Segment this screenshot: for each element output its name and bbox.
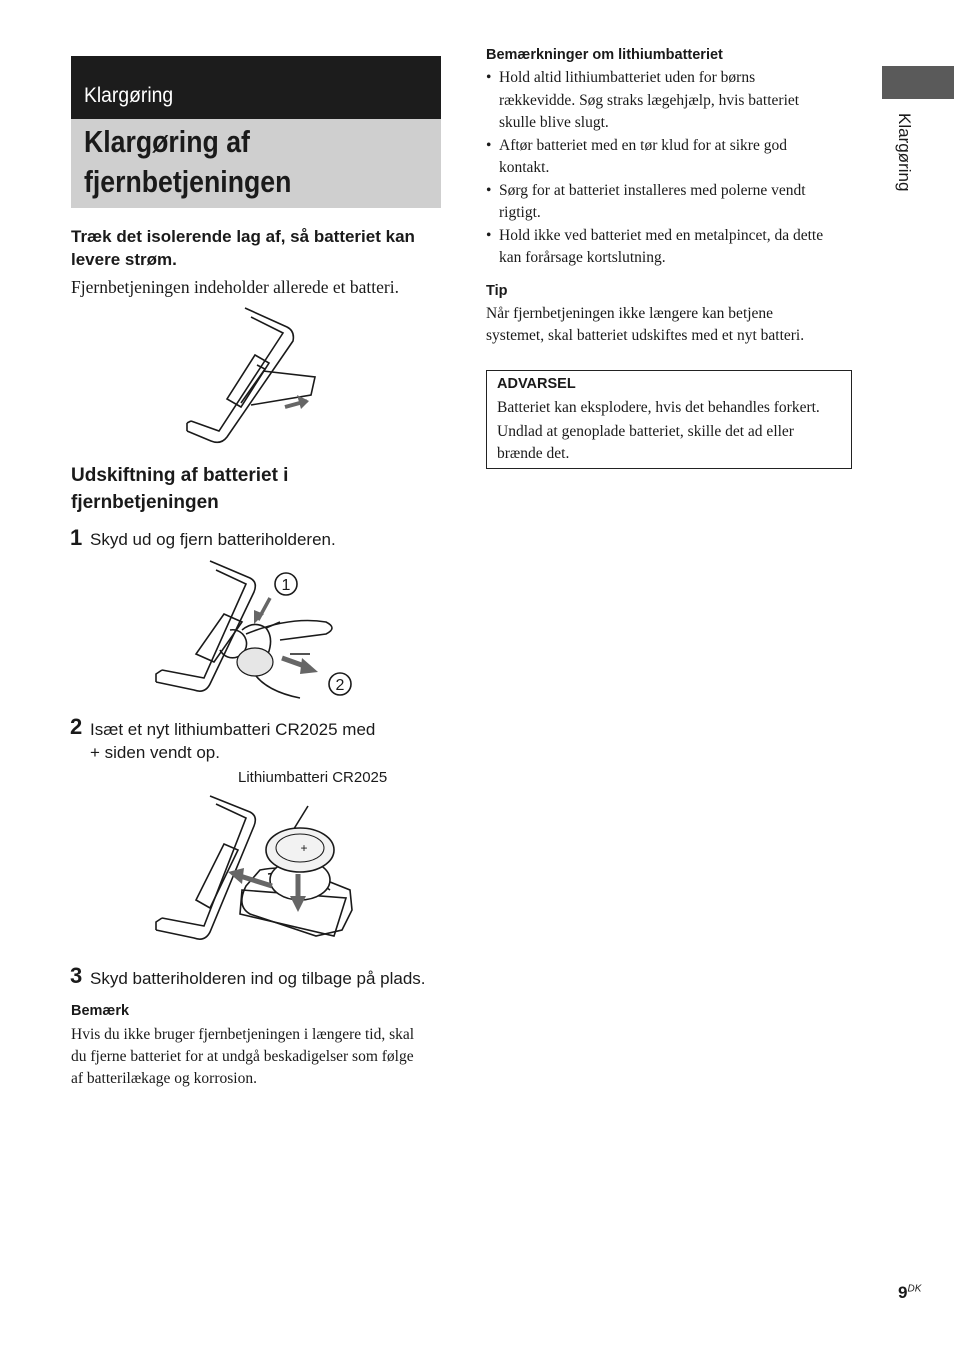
page-number <box>898 1283 921 1303</box>
side-tab-text: Klargøring <box>895 113 914 192</box>
step-1-text: Skyd ud og fjern batteriholderen. <box>90 530 336 549</box>
step-3-number: 3 <box>70 963 83 988</box>
lithium-notes-list <box>486 67 856 270</box>
lithium-notes-heading: Bemærkninger om lithiumbatteriet <box>486 47 723 63</box>
step-2-number: 2 <box>70 714 83 739</box>
side-tab <box>882 66 954 99</box>
step-2-line-1: Isæt et nyt lithiumbatteri CR2025 med <box>90 720 376 739</box>
step-2-line-2: + siden vendt op. <box>90 743 220 762</box>
list-item <box>486 225 856 270</box>
warning-line-2a: Undlad at genoplade batteriet, skille det ad eller <box>497 423 794 440</box>
callout-2-label: 2 <box>335 677 345 694</box>
page-title-line-1: Klargøring af <box>84 124 250 159</box>
side-tab-label <box>890 113 918 223</box>
intro-text: Fjernbetjeningen indeholder allerede et batteri. <box>71 277 399 297</box>
lithium-note-3-line-2: rigtigt. <box>499 204 541 221</box>
note-line-1: Hvis du ikke bruger fjernbetjeningen i længere tid, skal <box>71 1026 415 1043</box>
lithium-note-4-line-1: • Hold ikke ved batteriet med en metalpincet, da dette <box>499 226 824 244</box>
lithium-note-1-line-2: rækkevidde. Søg straks lægehjælp, hvis batteriet <box>499 91 800 109</box>
lithium-note-3-line-1: • Sørg for at batteriet installeres med polerne vendt <box>499 181 806 199</box>
note-text <box>71 1024 414 1090</box>
page-title-line-2: fjernbetjeningen <box>84 164 292 199</box>
lithium-note-1-line-1: • Hold altid lithiumbatteriet uden for børns <box>499 69 756 86</box>
callout-1 <box>275 573 297 595</box>
battery-label: Lithiumbatteri CR2025 <box>238 769 388 786</box>
warning-line-2b: brænde det. <box>497 445 570 462</box>
replace-heading-line-1: Udskiftning af batteriet i <box>71 465 289 486</box>
battery-plus-sign: + <box>300 841 308 855</box>
insert-battery-figure <box>150 790 360 950</box>
callout-2 <box>329 673 351 695</box>
callout-1-label: 1 <box>281 577 291 594</box>
warning-heading: ADVARSEL <box>497 376 576 392</box>
list-item <box>486 135 856 180</box>
step-3-text: Skyd batteriholderen ind og tilbage på plads. <box>90 969 426 988</box>
step-2-text <box>90 718 375 764</box>
intro-heading-line-1: Træk det isolerende lag af, så batteriet kan <box>71 227 415 246</box>
list-item <box>486 67 856 135</box>
lithium-note-1-line-3: skulle blive slugt. <box>499 114 609 131</box>
note-line-3: af batterilækage og korrosion. <box>71 1070 257 1087</box>
lithium-note-4-line-2: kan forårsage kortslutning. <box>499 249 666 266</box>
note-line-2: du fjerne batteriet for at undgå beskadigelser som følge <box>71 1048 414 1065</box>
section-label: Klargøring <box>84 84 174 107</box>
replace-heading-line-2: fjernbetjeningen <box>71 492 219 513</box>
tip-heading: Tip <box>486 283 508 299</box>
note-heading: Bemærk <box>71 1003 130 1019</box>
step-1-number: 1 <box>70 525 83 550</box>
intro-heading-line-2: levere strøm. <box>71 250 177 269</box>
warning-text-1: Batteriet kan eksplodere, hvis det behandles forkert. <box>497 399 820 416</box>
warning-text-2 <box>497 421 794 465</box>
page-number-suffix: DK <box>907 1283 922 1295</box>
tip-line-1: Når fjernbetjeningen ikke længere kan betjene <box>486 305 774 322</box>
replace-heading <box>71 462 288 516</box>
lithium-note-2-line-2: kontakt. <box>499 159 550 176</box>
remove-holder-figure <box>150 558 360 703</box>
lithium-note-2-line-1: • Aftør batteriet med en tør klud for at sikre god <box>499 136 787 154</box>
tip-line-2: systemet, skal batteriet udskiftes med et nyt batteri. <box>486 327 805 344</box>
remote-insulation-figure <box>185 305 330 450</box>
list-item <box>486 180 856 225</box>
page-number-value: 9 <box>898 1283 908 1302</box>
intro-heading <box>71 225 451 271</box>
tip-text <box>486 303 804 347</box>
